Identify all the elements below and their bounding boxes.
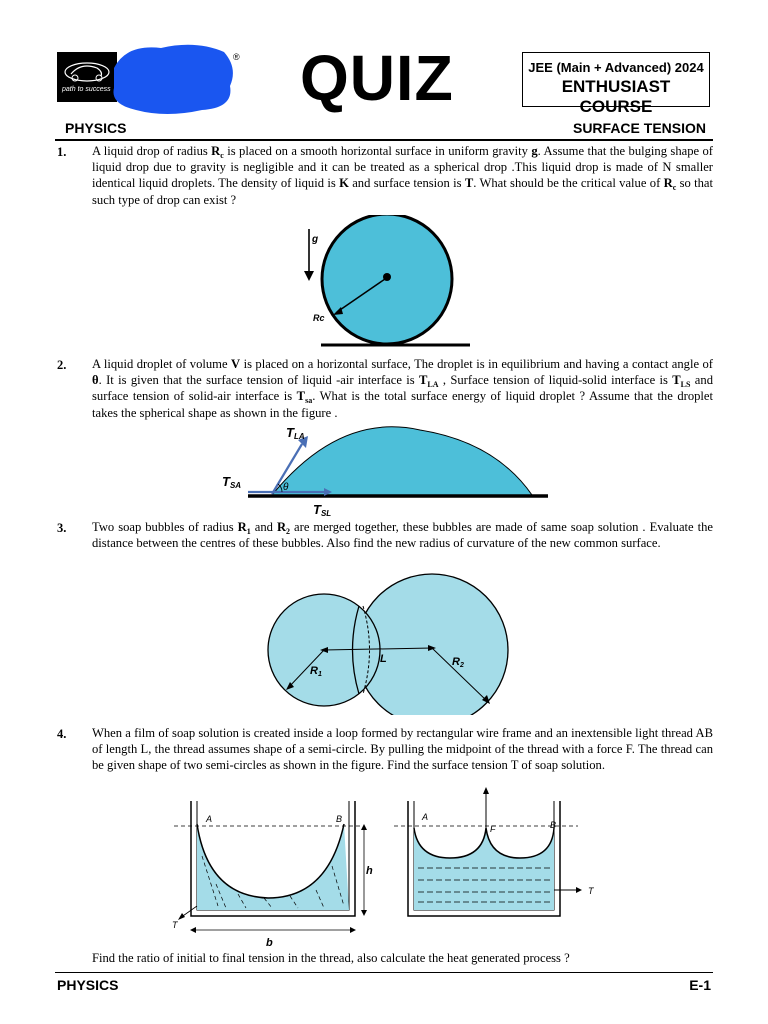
svg-text:L: L	[380, 653, 387, 665]
course-box	[522, 52, 710, 116]
figure-wire-frame	[168, 786, 608, 946]
svg-text:TLA: TLA	[286, 425, 305, 441]
svg-text:T: T	[172, 920, 178, 930]
svg-text:h: h	[366, 865, 373, 877]
logo-redaction	[106, 38, 238, 116]
footer-rule	[55, 972, 713, 973]
topic-label: SURFACE TENSION	[572, 120, 706, 136]
subject-label: PHYSICS	[65, 120, 127, 136]
gravity-label: g	[312, 234, 319, 245]
svg-text:B: B	[336, 814, 343, 824]
question-number: 4.	[57, 727, 67, 741]
svg-text:TSL: TSL	[313, 502, 332, 517]
logo-tagline: path to success	[62, 86, 111, 93]
registered-mark: ®	[233, 52, 240, 62]
svg-text:B: B	[550, 820, 557, 830]
question-number: 2.	[57, 358, 67, 372]
svg-text:b: b	[266, 937, 273, 946]
svg-text:F: F	[490, 824, 496, 834]
footer-page-number: E-1	[689, 977, 711, 993]
svg-text:A: A	[422, 812, 429, 822]
figure-contact-angle	[220, 422, 550, 517]
svg-text:R1: R1	[310, 665, 322, 678]
question-text: A liquid droplet of volume V is placed on a horizontal surface, The droplet is in equilibrium and having a contact angle of θ. It is given that the surface tension of liquid -air interface is $T_{LA}$ , Surface tension of liquid-solid interface is $T_{LS}$ and surface tension of solid-air interface is $T_{sa}$. What is the total surface energy of liquid droplet ? Assume that the droplet takes the spherical shape as shown in the figure .	[92, 357, 713, 420]
svg-text:TSA: TSA	[222, 474, 242, 490]
figure-merged-bubbles	[262, 570, 512, 715]
svg-text:A: A	[206, 814, 213, 824]
page-title: QUIZ	[300, 42, 454, 114]
radius-label: Rc	[313, 313, 325, 323]
svg-text:T: T	[588, 886, 594, 896]
question-followup: Find the ratio of initial to final tension in the thread, also calculate the heat generated process ?	[92, 951, 570, 965]
course-exam: JEE (Main + Advanced) 2024	[528, 60, 704, 75]
course-name: ENTHUSIAST COURSE	[561, 77, 671, 116]
theta-label: θ	[283, 482, 289, 493]
svg-text:R2: R2	[452, 656, 464, 669]
question-text: Two soap bubbles of radius $R_1$ and $R_2$ are merged together, these bubbles are made of same soap solution . Evaluate the distance between the centres of these bubbles. Also find the new radius of curvature of the new common surface.	[92, 520, 713, 551]
question-number: 3.	[57, 521, 67, 535]
question-number: 1.	[57, 145, 67, 159]
question-text: A liquid drop of radius $R_c$ is placed on a smooth horizontal surface in uniform gravity g. Assume that the bulging shape of liquid drop due to gravity is negligible and it can be treated as a spherical drop .This liquid drop is made of N smaller identical liquid droplets. The density of liquid is K and surface tension is T. What should be the critical value of $R_c$ so that such type of drop can exist ?	[92, 144, 713, 207]
footer-subject: PHYSICS	[57, 977, 119, 993]
question-text: When a film of soap solution is created inside a loop formed by rectangular wire frame and an inextensible light thread AB of length L, the thread assumes shape of a semi-circle. By pulling the midpoint of the thread with a force F. The thread can be given shape of two semi-circles as shown in the figure. Find the surface tension T of soap solution.	[92, 726, 713, 773]
figure-drop-on-surface	[295, 215, 485, 350]
